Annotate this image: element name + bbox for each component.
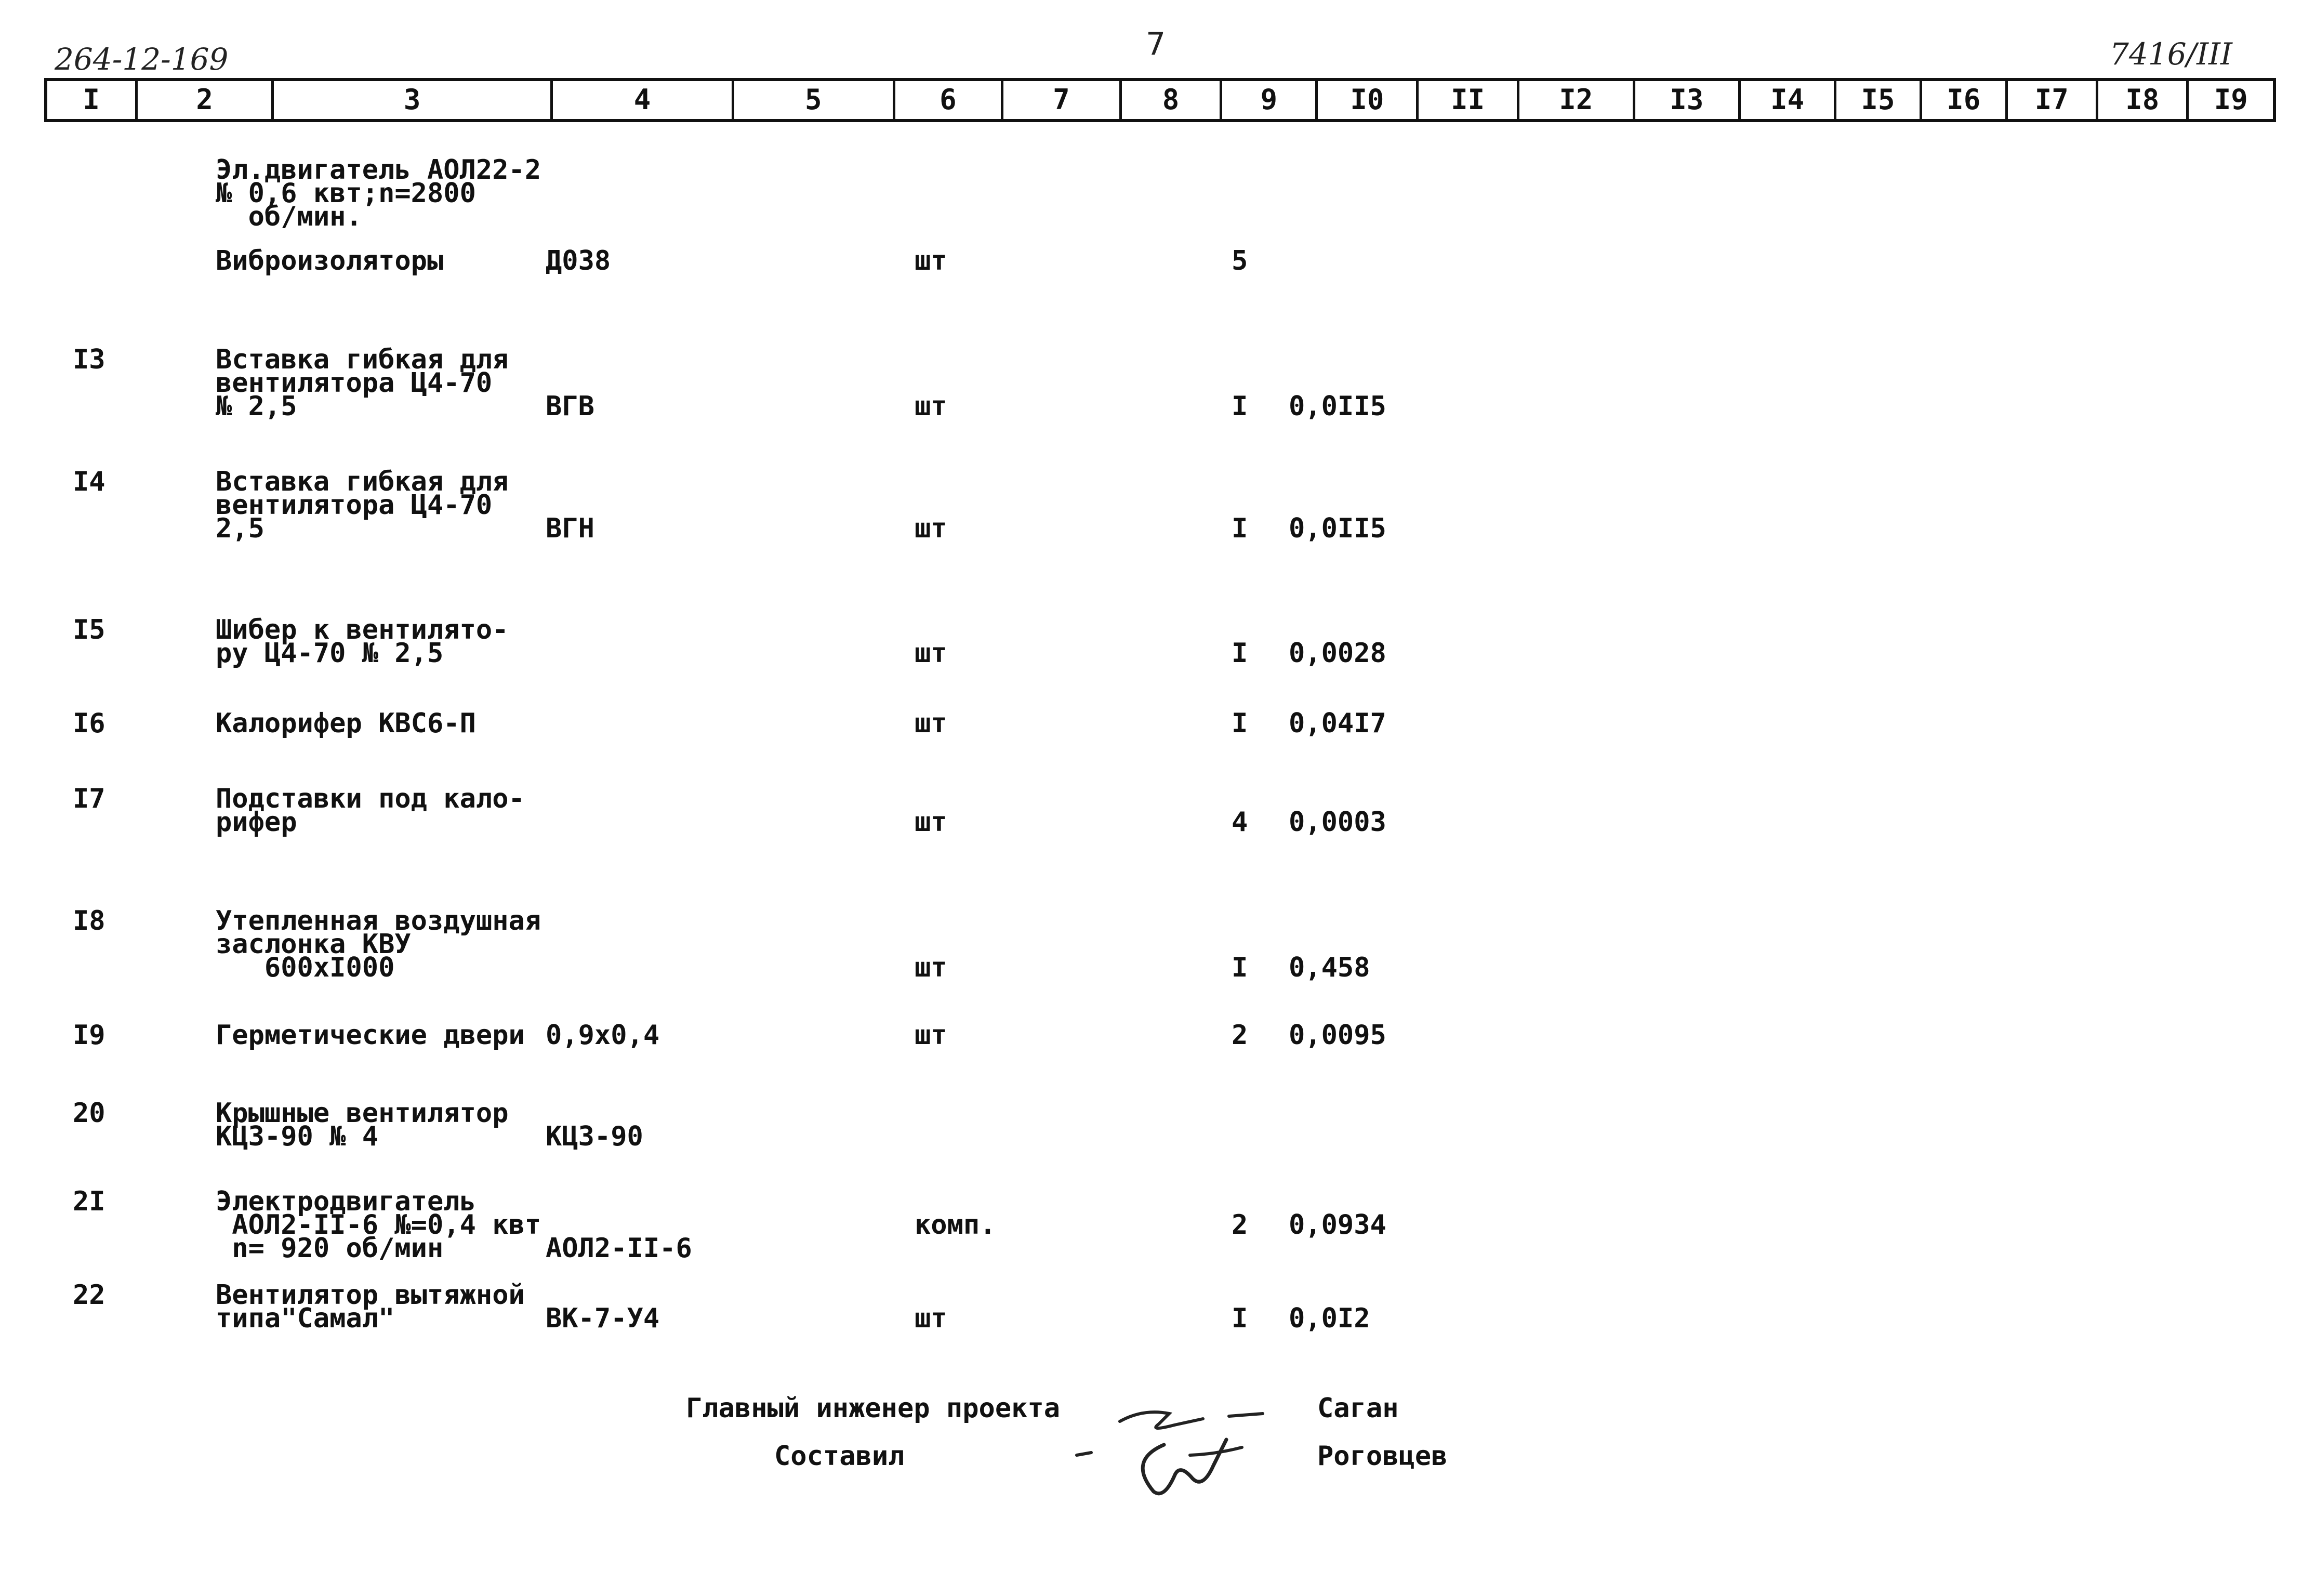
compiled-label: Составил: [774, 1441, 905, 1472]
row-number: I7: [73, 783, 105, 814]
item-name: Шибер к вентилято- ру Ц4-70 № 2,5: [216, 614, 509, 669]
column-header-1: I: [47, 81, 138, 119]
row-number: 22: [73, 1280, 105, 1311]
doc-code: 264-12-169: [55, 42, 229, 77]
item-unit: шт: [915, 513, 947, 544]
row-number: I4: [73, 466, 105, 497]
compiled-name: Роговцев: [1317, 1441, 1448, 1472]
column-header-12: I2: [1519, 81, 1635, 119]
item-name: Крышные вентилятор КЦ3-90 № 4: [216, 1098, 509, 1152]
item-quantity: I: [1232, 638, 1248, 669]
row-number: 20: [73, 1098, 105, 1129]
item-name: Вентилятор вытяжной типа"Самал": [216, 1280, 525, 1334]
item-unit: шт: [915, 952, 947, 983]
item-name: Вставка гибкая для вентилятора Ц4-70 2,5: [216, 466, 509, 544]
column-header-4: 4: [553, 81, 734, 119]
item-quantity: I: [1232, 708, 1248, 739]
item-quantity: I: [1232, 513, 1248, 544]
row-number: I8: [73, 905, 105, 937]
column-header-7: 7: [1003, 81, 1122, 119]
column-header-14: I4: [1741, 81, 1836, 119]
item-mass: 0,0II5: [1289, 391, 1386, 422]
item-mass: 0,0934: [1289, 1209, 1386, 1241]
row-number: I3: [73, 344, 105, 375]
item-unit: шт: [915, 1020, 947, 1051]
row-number: I5: [73, 614, 105, 645]
column-header-18: I8: [2098, 81, 2189, 119]
item-quantity: 2: [1232, 1020, 1248, 1051]
item-type: КЦ3-90: [546, 1121, 643, 1152]
item-unit: шт: [915, 708, 947, 739]
page-number: 7: [1146, 26, 1166, 62]
chief-engineer-label: Главный инженер проекта: [686, 1393, 1061, 1424]
item-quantity: 2: [1232, 1209, 1248, 1241]
item-mass: 0,04I7: [1289, 708, 1386, 739]
item-mass: 0,0028: [1289, 638, 1386, 669]
item-unit: шт: [915, 1303, 947, 1334]
sheet-code: 7416/III: [2110, 36, 2232, 72]
item-name: Герметические двери: [216, 1020, 525, 1051]
item-name: Утепленная воздушная заслонка КВУ 600хI000: [216, 905, 541, 983]
item-unit: шт: [915, 391, 947, 422]
item-quantity: 5: [1232, 245, 1248, 276]
item-name: Электродвигатель АОЛ2-II-6 №=0,4 квт n= 920 об/мин: [216, 1186, 541, 1264]
item-unit: шт: [915, 807, 947, 838]
column-header-3: 3: [274, 81, 553, 119]
item-mass: 0,0095: [1289, 1020, 1386, 1051]
item-type: 0,9х0,4: [546, 1020, 660, 1051]
item-mass: 0,458: [1289, 952, 1370, 983]
item-mass: 0,0II5: [1289, 513, 1386, 544]
item-name: Подставки под кало- рифер: [216, 783, 525, 838]
column-header-16: I6: [1922, 81, 2008, 119]
handwritten-signature: [1070, 1393, 1268, 1518]
item-mass: 0,0I2: [1289, 1303, 1370, 1334]
item-unit: комп.: [915, 1209, 996, 1241]
item-quantity: I: [1232, 1303, 1248, 1334]
column-header-9: 9: [1222, 81, 1318, 119]
row-number: 2I: [73, 1186, 105, 1217]
item-type: ВК-7-У4: [546, 1303, 660, 1334]
item-name: Вставка гибкая для вентилятора Ц4-70 № 2,5: [216, 344, 509, 422]
column-header-8: 8: [1122, 81, 1223, 119]
column-header-15: I5: [1836, 81, 1922, 119]
column-header-11: II: [1419, 81, 1519, 119]
column-header-19: I9: [2214, 83, 2248, 116]
column-header-row: [44, 78, 2276, 122]
column-header-17: I7: [2008, 81, 2098, 119]
item-quantity: I: [1232, 391, 1248, 422]
item-quantity: 4: [1232, 807, 1248, 838]
item-mass: 0,0003: [1289, 807, 1386, 838]
item-name: Виброизоляторы: [216, 245, 444, 276]
column-header-10: I0: [1318, 81, 1419, 119]
item-unit: шт: [915, 638, 947, 669]
row-number: I9: [73, 1020, 105, 1051]
row-number: I6: [73, 708, 105, 739]
column-header-6: 6: [895, 81, 1003, 119]
item-name: Эл.двигатель АОЛ22-2 № 0,6 квт;n=2800 об/мин.: [216, 154, 541, 232]
item-name: Калорифер КВС6-П: [216, 708, 476, 739]
item-type: ВГН: [546, 513, 594, 544]
column-header-13: I3: [1635, 81, 1741, 119]
item-quantity: I: [1232, 952, 1248, 983]
item-type: ВГВ: [546, 391, 594, 422]
item-unit: шт: [915, 245, 947, 276]
column-header-2: 2: [138, 81, 274, 119]
column-header-5: 5: [734, 81, 895, 119]
item-type: АОЛ2-II-6: [546, 1233, 692, 1264]
chief-engineer-name: Саган: [1317, 1393, 1399, 1424]
item-type: Д038: [546, 245, 611, 276]
